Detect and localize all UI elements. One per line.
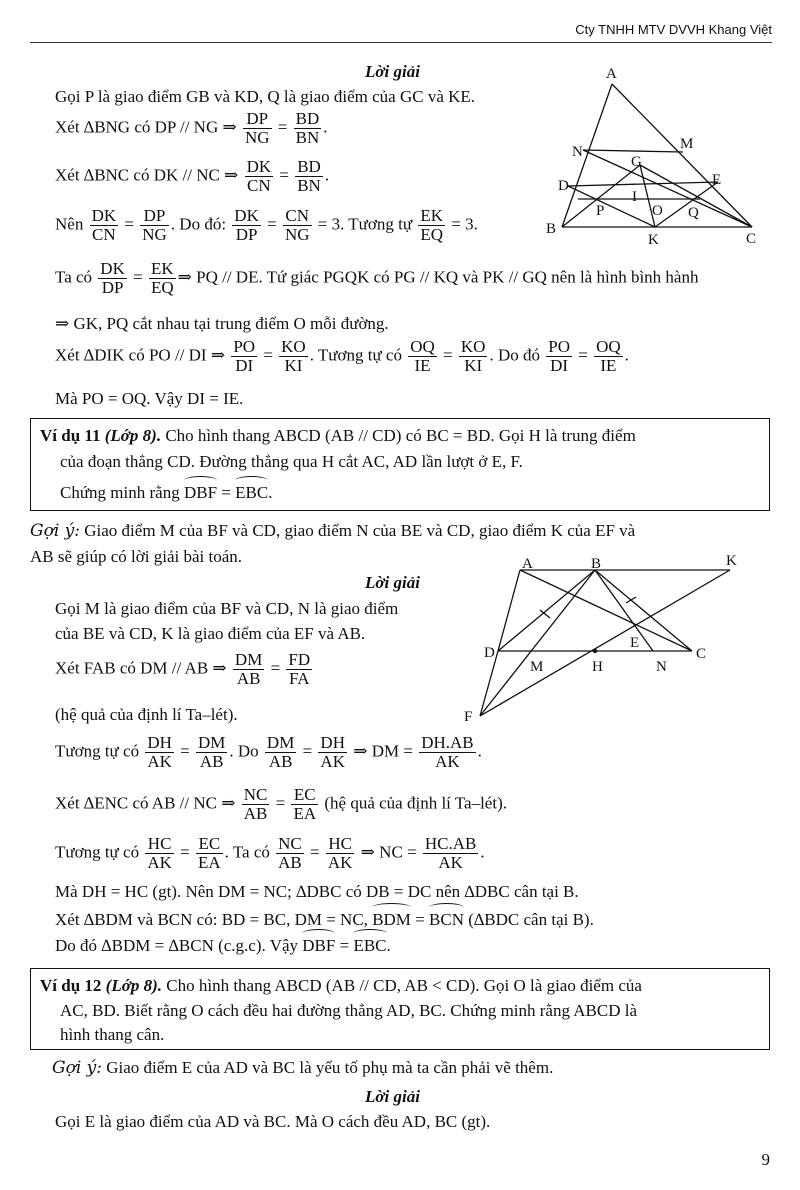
label-A: A xyxy=(606,66,617,82)
example-11-line: của đoạn thẳng CD. Đường thẳng qua H cắt AC, AD lần lượt ở E, F. xyxy=(60,452,523,471)
equation-line: Xét ∆BNG có DP // NG ⇒ $\frac{DP}{NG}$ = $\frac{BD}{BN}$ . xyxy=(55,109,328,147)
equation-line: Nên $\frac{DK}{CN}$ = $\frac{DP}{NG}$ . Do đó: $\frac{DK}{DP}$ = $\frac{CN}{NG}$ = 3. Tương tự $\frac{EK}{EQ}$ = 3. xyxy=(55,206,478,244)
example-11-line: Ví dụ 11 (Lớp 8). Cho hình thang ABCD (AB // CD) có BC = BD. Gọi H là trung điểm xyxy=(40,426,636,445)
hint-label: Gợi ý: xyxy=(52,1058,102,1078)
angle: EBC xyxy=(353,933,386,957)
text-line: Mà PO = OQ. Vậy DI = IE. xyxy=(55,389,244,408)
text-line: Do đó ∆BDM = ∆BCN (c.g.c). Vậy DBF = EBC. xyxy=(55,933,391,957)
example-11-line: Chứng minh rằng DBF = EBC. xyxy=(60,480,272,504)
label-O: O xyxy=(652,203,663,219)
text-line: Gọi E là giao điểm của AD và BC. Mà O cách đều AD, BC (gt). xyxy=(55,1112,491,1131)
grade-label: (Lớp 8). xyxy=(105,976,163,995)
example-12-line: AC, BD. Biết rằng O cách đều hai đường thẳng AD, BC. Chứng minh rằng ABCD là xyxy=(60,1001,638,1020)
text-line: (hệ quả của định lí Ta–lét). xyxy=(55,705,238,724)
label-B: B xyxy=(546,221,557,237)
label-N: N xyxy=(656,659,667,675)
label-N: N xyxy=(572,144,583,160)
label-E: E xyxy=(630,635,640,651)
label-M: M xyxy=(680,136,694,152)
label-D: D xyxy=(558,178,569,194)
fraction: $\frac{BD}{BN}$ xyxy=(297,157,321,195)
angle: EBC xyxy=(235,480,268,504)
page-header xyxy=(30,22,772,43)
label-B: B xyxy=(591,556,602,572)
example-12-line: hình thang cân. xyxy=(60,1025,165,1044)
label-C: C xyxy=(696,646,707,662)
label-K: K xyxy=(726,553,737,569)
label-E: E xyxy=(712,172,722,188)
text-line: ⇒ GK, PQ cắt nhau tại trung điểm O mỗi đường. xyxy=(55,314,389,333)
label-C: C xyxy=(746,231,757,247)
grade-label: (Lớp 8). xyxy=(104,426,162,445)
equation-line: Xét FAB có DM // AB ⇒ $\frac{DM}{AB}$ = $\frac{FD}{FA}$ xyxy=(55,650,311,688)
fraction: $\frac{BD}{BN}$ xyxy=(295,109,320,147)
trapezoid-figure xyxy=(460,548,760,728)
equation-line: Tương tự có $\frac{DH}{AK}$ = $\frac{DM}{AB}$ . Do $\frac{DM}{AB}$ = $\frac{DH}{AK}$ ⇒ DM = $\frac{DH.AB}{AK}$ . xyxy=(55,733,482,771)
label-H: H xyxy=(592,659,603,675)
equation-line: Xét ∆BNC có DK // NC ⇒ $\frac{DK}{CN}$ = $\frac{BD}{BN}$ . xyxy=(55,157,330,195)
hint-label: Gợi ý: xyxy=(30,521,80,541)
page-number: 9 xyxy=(761,1150,770,1169)
label-M: M xyxy=(530,659,544,675)
text-line: Xét ∆BDM và BCN có: BD = BC, DM = NC, BDM = BCN (∆BDC cân tại B). xyxy=(55,907,594,931)
angle: BDM xyxy=(372,907,411,931)
label-K: K xyxy=(648,232,659,248)
fraction: $\frac{DP}{NG}$ xyxy=(244,109,270,147)
text-line: của BE và CD, K là giao điểm của EF và AB. xyxy=(55,624,366,643)
angle: DBF xyxy=(184,480,217,504)
publisher-name: Cty TNHH MTV DVVH Khang Việt xyxy=(575,22,772,37)
example-label: Ví dụ 11 xyxy=(40,426,101,445)
hint-line: AB sẽ giúp có lời giải bài toán. xyxy=(30,547,243,566)
label-G: G xyxy=(631,154,642,170)
angle: BCN xyxy=(429,907,464,931)
example-12-line: Ví dụ 12 (Lớp 8). Cho hình thang ABCD (AB // CD, AB < CD). Gọi O là giao điểm của xyxy=(40,976,642,995)
label-I: I xyxy=(632,189,637,205)
triangle-figure-1 xyxy=(540,62,770,252)
fraction: $\frac{DK}{CN}$ xyxy=(246,157,272,195)
solution-title: Lời giải xyxy=(365,573,420,592)
text-line: Gọi M là giao điểm của BF và CD, N là giao điểm xyxy=(55,599,399,618)
example-label: Ví dụ 12 xyxy=(40,976,102,995)
equation-line: Ta có $\frac{DK}{DP}$ = $\frac{EK}{EQ}$ ⇒ PQ // DE. Tứ giác PGQK có PG // KQ và PK // GQ nên là hình bình hành xyxy=(55,259,699,297)
solution-title: Lời giải xyxy=(365,62,420,81)
text-line: Gọi P là giao điểm GB và KD, Q là giao điểm của GC và KE. xyxy=(55,87,476,106)
text-line: Mà DH = HC (gt). Nên DM = NC; ∆DBC có DB = DC nên ∆DBC cân tại B. xyxy=(55,882,579,901)
label-P: P xyxy=(596,203,605,219)
hint-line: Gợi ý: Giao điểm E của AD và BC là yếu tố phụ mà ta cần phải vẽ thêm. xyxy=(52,1058,554,1078)
equation-line: Tương tự có $\frac{HC}{AK}$ = $\frac{EC}{EA}$ . Ta có $\frac{NC}{AB}$ = $\frac{HC}{AK}$ ⇒ NC = $\frac{HC.AB}{AK}$ . xyxy=(55,834,485,872)
equation-line: Xét ∆DIK có PO // DI ⇒ $\frac{PO}{DI}$ = $\frac{KO}{KI}$ . Tương tự có $\frac{OQ}{IE}$ = $\frac{KO}{KI}$ . Do đó $\frac{PO}{DI}$ = $\frac{OQ}{IE}$ . xyxy=(55,337,629,375)
label-F: F xyxy=(464,709,473,725)
label-A: A xyxy=(522,556,533,572)
equation-line: Xét ∆ENC có AB // NC ⇒ $\frac{NC}{AB}$ = $\frac{EC}{EA}$ (hệ quả của định lí Ta–lét). xyxy=(55,785,507,823)
label-Q: Q xyxy=(688,205,699,221)
label-D: D xyxy=(484,645,495,661)
solution-title: Lời giải xyxy=(365,1087,420,1106)
hint-line: Gợi ý: Giao điểm M của BF và CD, giao điểm N của BE và CD, giao điểm K của EF và xyxy=(30,521,636,541)
angle: DBF xyxy=(302,933,335,957)
